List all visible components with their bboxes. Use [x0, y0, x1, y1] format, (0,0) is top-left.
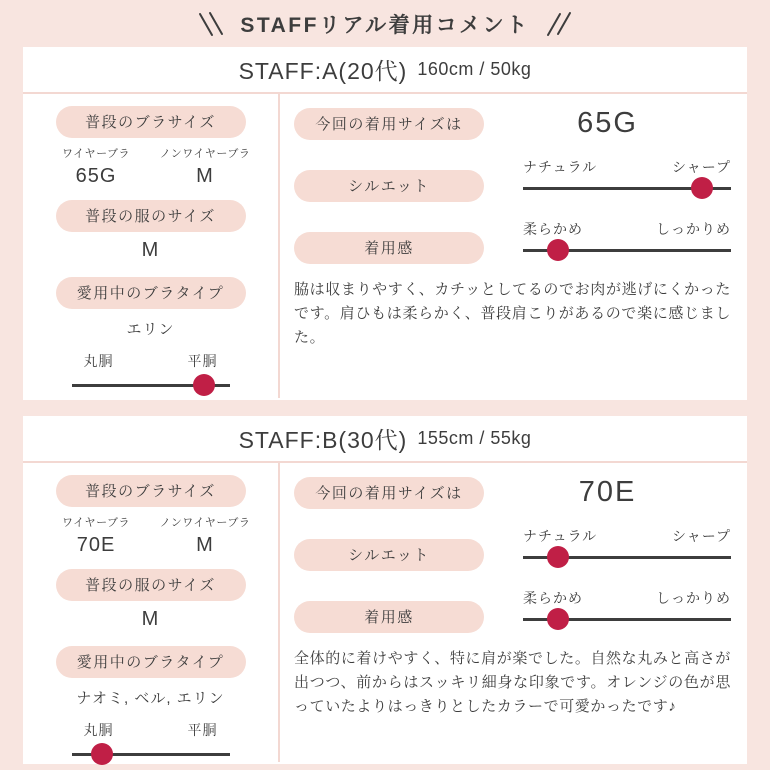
staff-stats: 160cm / 50kg	[417, 59, 532, 79]
slider-dot	[547, 546, 569, 568]
torso-shape-labels	[72, 720, 230, 740]
natural-label: ナチュラル	[523, 159, 598, 175]
double-slash-icon	[544, 10, 574, 38]
silhouette-label: シルエット	[294, 539, 484, 571]
wire-bra-group	[42, 514, 151, 557]
soft-label: 柔らかめ	[523, 590, 583, 606]
favorite-bra-type-label: 愛用中のブラタイプ	[56, 277, 246, 309]
natural-label: ナチュラル	[523, 528, 598, 544]
non-wire-bra-group	[151, 514, 260, 557]
fit-feel-slider	[523, 588, 731, 621]
fit-feel-slider	[523, 219, 731, 252]
soft-label: 柔らかめ	[523, 221, 583, 237]
staff-name: STAFF:B(30代)	[238, 427, 408, 453]
fit-feel-scale-labels	[523, 219, 731, 239]
wearing-size-row	[294, 107, 731, 140]
favorite-bra-type-label: 愛用中のブラタイプ	[56, 646, 246, 678]
wearing-size-value: 65G	[577, 107, 638, 139]
staff-comment: 脇は収まりやすく、カチッとしてるのでお肉が逃げにくかったです。肩ひもは柔らかく、普段肩こりがあるので楽に感じました。	[294, 281, 731, 346]
wire-bra-size-value: 65G	[75, 165, 117, 187]
usual-clothes-size-label: 普段の服のサイズ	[56, 569, 246, 601]
wire-bra-label: ワイヤーブラ	[61, 148, 131, 160]
slider-track	[72, 384, 230, 387]
bra-type-value: エリン	[126, 321, 175, 338]
torso-shape-labels	[72, 351, 230, 371]
firm-label: しっかりめ	[656, 590, 731, 606]
non-wire-bra-size-value: M	[196, 165, 214, 187]
usual-clothes-size-label: 普段の服のサイズ	[56, 200, 246, 232]
usual-bra-size-values	[42, 514, 260, 557]
silhouette-scale-labels	[523, 157, 731, 177]
slider-dot	[193, 374, 215, 396]
wearing-size-label: 今回の着用サイズは	[294, 108, 484, 140]
staff-comment: 全体的に着けやすく、特に肩が楽でした。自然な丸みと高さが出つつ、前からはスッキリ細身な印象です。オレンジの色が思っていたよりはっきりとしたカラーで可愛かったです♪	[294, 650, 731, 715]
silhouette-row	[294, 524, 731, 571]
staff-b-body	[23, 463, 747, 762]
non-wire-bra-label: ノンワイヤーブラ	[159, 517, 251, 529]
round-torso-label: 丸胴	[83, 353, 114, 369]
staff-a-body	[23, 94, 747, 398]
staff-a-header	[23, 47, 747, 94]
sharp-label: シャープ	[671, 159, 731, 175]
staff-a-profile-column	[23, 94, 278, 398]
non-wire-bra-size-value: M	[196, 534, 214, 556]
page-title-text: STAFFリアル着用コメント	[240, 13, 530, 37]
clothes-size-value: M	[141, 239, 160, 261]
slider-track	[523, 618, 731, 621]
fit-feel-label: 着用感	[294, 601, 484, 633]
silhouette-scale-labels	[523, 526, 731, 546]
torso-shape-slider	[72, 351, 230, 387]
silhouette-slider	[523, 157, 731, 190]
usual-bra-size-label: 普段のブラサイズ	[56, 106, 246, 138]
wire-bra-group	[42, 145, 151, 188]
wearing-size-value: 70E	[578, 476, 637, 508]
slider-track	[523, 249, 731, 252]
sharp-label: シャープ	[671, 528, 731, 544]
slider-dot	[547, 239, 569, 261]
clothes-size-value: M	[141, 608, 160, 630]
staff-b-card	[23, 416, 747, 764]
page-title	[0, 0, 770, 47]
wire-bra-size-value: 70E	[76, 534, 116, 556]
slider-dot	[91, 743, 113, 765]
firm-label: しっかりめ	[656, 221, 731, 237]
silhouette-row	[294, 155, 731, 202]
flat-torso-label: 平胴	[187, 353, 218, 369]
fit-feel-row	[294, 586, 731, 633]
fit-feel-label: 着用感	[294, 232, 484, 264]
usual-bra-size-label: 普段のブラサイズ	[56, 475, 246, 507]
wearing-size-row	[294, 476, 731, 509]
staff-b-profile-column	[23, 463, 278, 762]
slider-track	[72, 753, 230, 756]
flat-torso-label: 平胴	[187, 722, 218, 738]
wire-bra-label: ワイヤーブラ	[61, 517, 131, 529]
fit-feel-row	[294, 217, 731, 264]
silhouette-label: シルエット	[294, 170, 484, 202]
staff-b-header	[23, 416, 747, 463]
fit-feel-scale-labels	[523, 588, 731, 608]
wearing-size-label: 今回の着用サイズは	[294, 477, 484, 509]
usual-bra-size-values	[42, 145, 260, 188]
bra-type-value: ナオミ, ベル, エリン	[76, 690, 225, 707]
staff-a-card	[23, 47, 747, 400]
staff-name: STAFF:A(20代)	[238, 58, 408, 84]
silhouette-slider	[523, 526, 731, 559]
round-torso-label: 丸胴	[83, 722, 114, 738]
slider-track	[523, 187, 731, 190]
staff-stats: 155cm / 55kg	[417, 428, 532, 448]
non-wire-bra-group	[151, 145, 260, 188]
double-backslash-icon	[196, 10, 226, 38]
slider-dot	[691, 177, 713, 199]
slider-track	[523, 556, 731, 559]
slider-dot	[547, 608, 569, 630]
torso-shape-slider	[72, 720, 230, 756]
non-wire-bra-label: ノンワイヤーブラ	[159, 148, 251, 160]
staff-a-review-column	[280, 94, 747, 398]
staff-b-review-column	[280, 463, 747, 762]
